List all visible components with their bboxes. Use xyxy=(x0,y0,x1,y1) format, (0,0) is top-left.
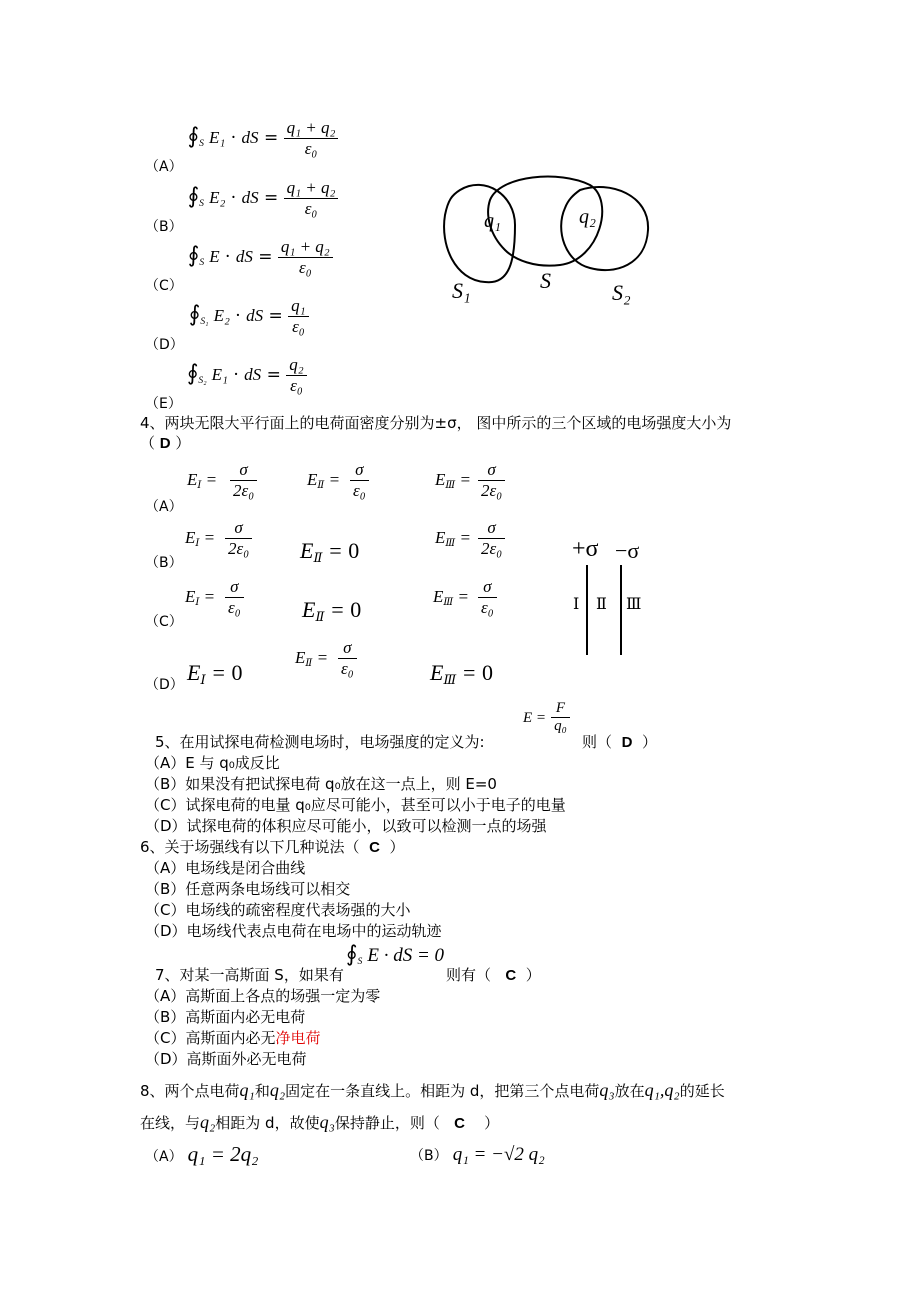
region-2-label: Ⅱ xyxy=(596,594,607,613)
q5-option-b: （B）如果没有把试探电荷 q₀放在这一点上，则 E=0 xyxy=(145,775,497,793)
highlight-net-charge: 净电荷 xyxy=(275,1029,321,1047)
q3-option-d: （D） ∮S₁ E₂ · dS = $\frac{\text{q₁}}{\text{ε₀}}$ xyxy=(145,296,309,337)
q4-option-b: （B） EⅠ = $\frac{\sigma}{\text{2ε₀}}$ EⅡ = 0 EⅢ = $\frac{\sigma}{\text{2ε₀}}$ xyxy=(145,518,545,573)
label-s: S xyxy=(540,268,551,293)
label-s1: S₁ xyxy=(452,278,471,303)
option-label: （B） xyxy=(145,219,183,235)
region-3-label: Ⅲ xyxy=(626,594,642,613)
option-label: （E） xyxy=(145,396,182,412)
q5-option-d: （D）试探电荷的体积应尽可能小，以致可以检测一点的场强 xyxy=(145,817,547,835)
q6-option-d: （D）电场线代表点电荷在电场中的运动轨迹 xyxy=(145,922,442,940)
surface-s2 xyxy=(561,187,648,270)
q7-answer: 则有（ C ） xyxy=(446,966,541,984)
q8-option-b: （B） q₁ = −√2 q₂ xyxy=(410,1144,545,1165)
plane-negative xyxy=(620,565,622,655)
label-q2: q₂ xyxy=(579,206,596,228)
q5-answer: 则（ D ） xyxy=(582,733,657,751)
q4-option-d: （D） EⅠ = 0 EⅡ = $\frac{\sigma}{\text{ε₀}}$ EⅢ = 0 xyxy=(145,638,494,693)
q5-option-a: （A）E 与 q₀成反比 xyxy=(145,754,280,772)
q5-option-c: （C）试探电荷的电量 q₀应尽可能小，甚至可以小于电子的电量 xyxy=(145,796,566,814)
minus-sigma-label: −σ xyxy=(615,538,640,563)
q7-option-b: （B）高斯面内必无电荷 xyxy=(145,1008,306,1026)
q5-formula: E = $\frac{F}{\text{q₀}}$ xyxy=(523,700,570,735)
option-label: （C） xyxy=(145,278,183,294)
q7-option-a: （A）高斯面上各点的场强一定为零 xyxy=(145,987,381,1005)
plane-positive xyxy=(586,565,588,655)
region-1-label: Ⅰ xyxy=(573,594,580,613)
q6-option-c: （C）电场线的疏密程度代表场强的大小 xyxy=(145,901,411,919)
q4-option-a: （A） EⅠ = $\frac{\sigma}{\text{2ε₀}}$ EⅡ = $\frac{\sigma}{\text{ε₀}}$ EⅢ = $\frac{\sigma}{\text{2ε₀}}$ xyxy=(145,460,545,515)
option-label: （D） xyxy=(145,337,184,353)
label-s2: S₂ xyxy=(612,280,631,305)
label-q1: q₁ xyxy=(484,210,501,232)
q6-option-a: （A）电场线是闭合曲线 xyxy=(145,859,306,877)
answer: D xyxy=(159,435,171,452)
q3-option-c: （C） ∮S E · dS = $\frac{\text{q₁ + q₂}}{\text{ε₀}}$ xyxy=(145,237,333,278)
q3-option-a: （A） ∮S E₁ · dS = $\frac{\text{q₁ + q₂}}{\text{ε₀}}$ xyxy=(145,118,338,159)
q3-option-e: （E） ∮S₂ E₁ · dS = $\frac{\text{q₂}}{\text{ε₀}}$ xyxy=(145,355,307,396)
q7-option-c: （C）高斯面内必无净电荷 xyxy=(145,1029,321,1047)
q8-line1: 8、两个点电荷q₁和q₂固定在一条直线上。相距为 d，把第三个点电荷q₃放在q₁,q₂的延长 xyxy=(140,1080,725,1100)
q4-answer-line: （ D ） xyxy=(140,434,191,452)
plus-sigma-label: +σ xyxy=(572,536,599,562)
option-label: （A） xyxy=(145,159,183,175)
q4-option-c: （C） EⅠ = $\frac{\sigma}{\text{ε₀}}$ EⅡ = 0 EⅢ = $\frac{\sigma}{\text{ε₀}}$ xyxy=(145,577,545,632)
q7-question: 7、对某一高斯面 S，如果有 xyxy=(155,966,344,984)
q8-option-a: （A） q₁ = 2q₂ xyxy=(145,1142,259,1166)
surface-s1 xyxy=(444,185,515,282)
q7-formula: ∮S E · dS = 0 xyxy=(346,942,445,967)
q6-question: 6、关于场强线有以下几种说法（ C ） xyxy=(140,838,405,856)
q6-option-b: （B）任意两条电场线可以相交 xyxy=(145,880,351,898)
q7-option-d: （D）高斯面外必无电荷 xyxy=(145,1050,307,1068)
q4-question: 4、两块无限大平行面上的电荷面密度分别为±σ， 图中所示的三个区域的电场强度大小为 xyxy=(140,414,732,432)
q5-question: 5、在用试探电荷检测电场时，电场强度的定义为: xyxy=(155,733,485,751)
q8-line2: 在线，与q₂相距为 d，故使q₃保持静止，则（ C ） xyxy=(140,1112,500,1132)
q3-option-b: （B） ∮S E₂ · dS = $\frac{\text{q₁ + q₂}}{\text{ε₀}}$ xyxy=(145,178,338,219)
